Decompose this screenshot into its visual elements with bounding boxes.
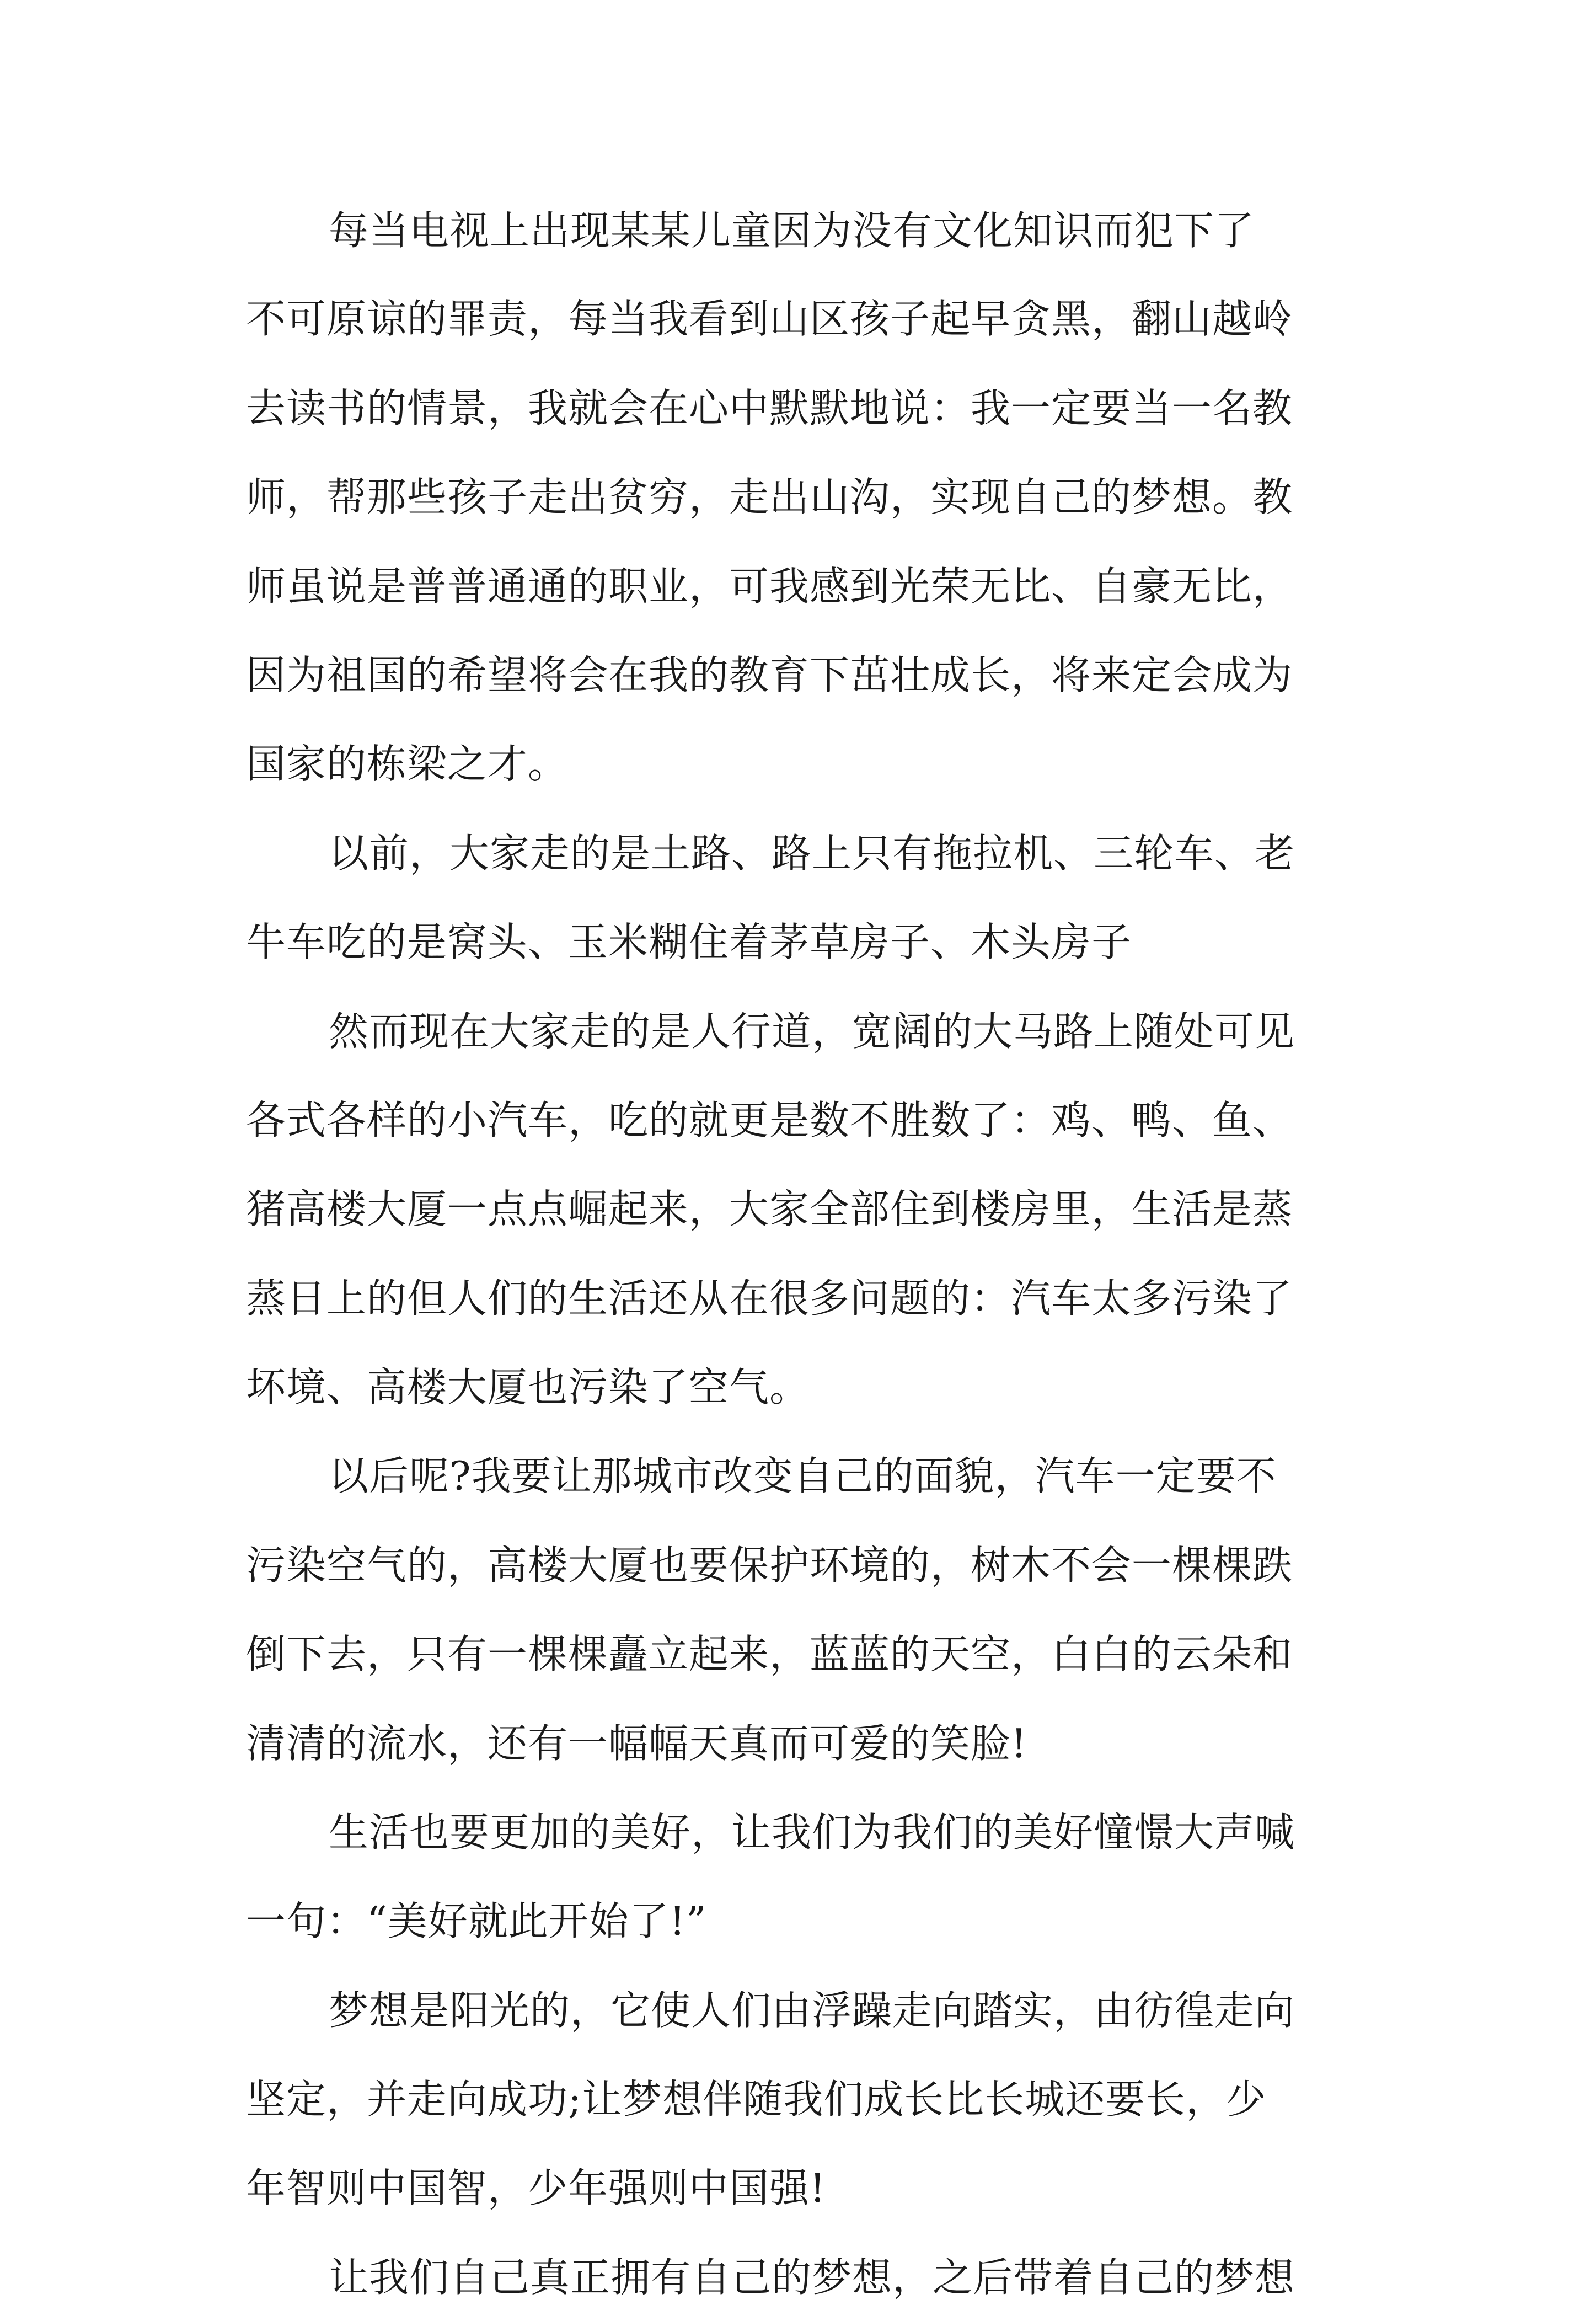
text-line: 蒸日上的但人们的生活还从在很多问题的：汽车太多污染了 (246, 1275, 1293, 1322)
text-line: 因为祖国的希望将会在我的教育下茁壮成长，将来定会成为 (246, 652, 1293, 698)
text-line: 坚定，并走向成功;让梦想伴随我们成长比长城还要长，少 (246, 2076, 1267, 2122)
text-line: 生活也要更加的美好，让我们为我们的美好憧憬大声喊 (329, 1809, 1295, 1855)
text-line: 年智则中国智，少年强则中国强! (246, 2165, 826, 2211)
text-line: 以前，大家走的是土路、路上只有拖拉机、三轮车、老 (329, 830, 1295, 876)
text-line: 以后呢?我要让那城市改变自己的面貌，汽车一定要不 (329, 1453, 1277, 1499)
text-line: 每当电视上出现某某儿童因为没有文化知识而犯下了 (329, 207, 1255, 254)
text-line: 污染空气的，高楼大厦也要保护环境的，树木不会一棵棵跌 (246, 1542, 1293, 1589)
text-line: 师，帮那些孩子走出贫穷，走出山沟，实现自己的梦想。教 (246, 474, 1293, 520)
text-line: 各式各样的小汽车，吃的就更是数不胜数了：鸡、鸭、鱼、 (246, 1097, 1293, 1143)
text-line: 牛车吃的是窝头、玉米糊住着茅草房子、木头房子 (246, 919, 1132, 965)
text-line: 不可原谅的罪责，每当我看到山区孩子起早贪黑，翻山越岭 (246, 296, 1293, 342)
text-line: 坏境、高楼大厦也污染了空气。 (246, 1364, 810, 1410)
text-line: 倒下去，只有一棵棵矗立起来，蓝蓝的天空，白白的云朵和 (246, 1631, 1293, 1677)
text-line: 师虽说是普普通通的职业，可我感到光荣无比、自豪无比， (246, 563, 1293, 609)
text-line: 国家的栋梁之才。 (246, 741, 569, 787)
text-line: 梦想是阳光的，它使人们由浮躁走向踏实，由彷徨走向 (329, 1987, 1295, 2034)
text-line: 去读书的情景，我就会在心中默默地说：我一定要当一名教 (246, 385, 1293, 431)
text-line: 然而现在大家走的是人行道，宽阔的大马路上随处可见 (329, 1008, 1295, 1055)
text-line: 一句：“美好就此开始了!” (246, 1898, 707, 1944)
text-line: 猪高楼大厦一点点崛起来，大家全部住到楼房里，生活是蒸 (246, 1186, 1293, 1232)
text-line: 让我们自己真正拥有自己的梦想，之后带着自己的梦想 (329, 2254, 1295, 2301)
text-line: 清清的流水，还有一幅幅天真而可爱的笑脸! (246, 1720, 1027, 1767)
